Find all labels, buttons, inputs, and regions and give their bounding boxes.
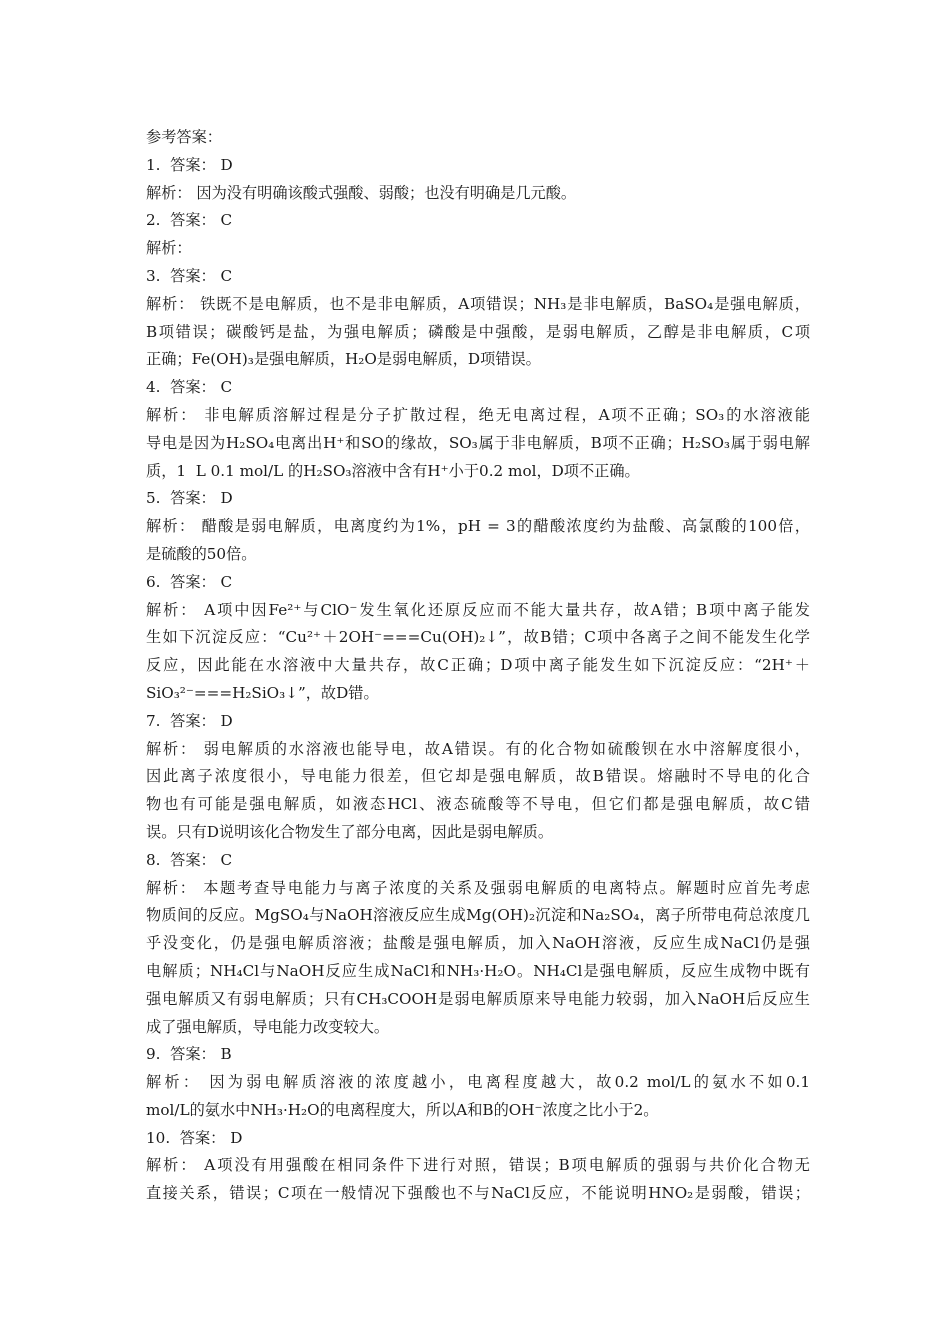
- answer-lines: [146, 152, 810, 1208]
- text-line: B项错误；碳酸钙是盐，为强电解质；磷酸是中强酸，是弱电解质，乙醇是非电解质，C项: [146, 322, 810, 341]
- text-line: 3. 答案： C: [146, 266, 233, 285]
- text-line: 反应，因此能在水溶液中大量共存，故C正确；D项中离子能发生如下沉淀反应：“2H⁺＋: [146, 656, 810, 675]
- text-line: 物也有可能是强电解质，如液态HCl、液态硫酸等不导电，但它们都是强电解质，故C错: [146, 795, 810, 814]
- answer-document: [146, 124, 810, 1208]
- text-line: 误。只有D说明该化合物发生了部分电离，因此是弱电解质。: [146, 822, 554, 841]
- text-line: 解析： 弱电解质的水溶液也能导电，故A错误。有的化合物如硫酸钡在水中溶解度很小，: [146, 739, 810, 758]
- text-line: 解析： 本题考查导电能力与离子浓度的关系及强弱电解质的电离特点。解题时应首先考虑: [146, 878, 810, 897]
- text-line: 9. 答案： B: [146, 1045, 232, 1064]
- text-line: 解析： 醋酸是弱电解质，电离度约为1%，pH = 3的醋酸浓度约为盐酸、高氯酸的100倍，: [146, 517, 810, 536]
- text-line: 解析： A项没有用强酸在相同条件下进行对照，错误；B项电解质的强弱与共价化合物无: [146, 1156, 810, 1175]
- text-line: 解析：: [146, 239, 192, 258]
- text-line: 生如下沉淀反应：“Cu²⁺＋2OH⁻===Cu(OH)₂↓”，故B错；C项中各离子之间不能发生化学: [146, 628, 810, 647]
- text-line: 强电解质又有弱电解质；只有CH₃COOH是弱电解质原来导电能力较弱，加入NaOH后反应生: [146, 989, 810, 1008]
- text-line: 4. 答案： C: [146, 378, 233, 397]
- text-line: 是硫酸的50倍。: [146, 544, 257, 563]
- text-line: 物质间的反应。MgSO₄与NaOH溶液反应生成Mg(OH)₂沉淀和Na₂SO₄，离子所带电荷总浓度几: [146, 906, 810, 925]
- text-line: 2. 答案： C: [146, 211, 233, 230]
- text-line: 解析： 铁既不是电解质，也不是非电解质，A项错误；NH₃是非电解质，BaSO₄是强电解质，: [146, 294, 810, 313]
- text-line: 电解质；NH₄Cl与NaOH反应生成NaCl和NH₃·H₂O。NH₄Cl是强电解质，反应生成物中既有: [146, 961, 810, 980]
- text-line: 7. 答案： D: [146, 711, 233, 730]
- text-line: 质，1 L 0.1 mol/L 的H₂SO₃溶液中含有H⁺小于0.2 mol，D项不正确。: [146, 461, 640, 480]
- text-line: 乎没变化，仍是强电解质溶液；盐酸是强电解质，加入NaOH溶液，反应生成NaCl仍是强: [146, 934, 810, 953]
- text-line: 解析： A项中因Fe²⁺与ClO⁻发生氧化还原反应而不能大量共存，故A错；B项中离子能发: [146, 600, 810, 619]
- text-line: 直接关系，错误；C项在一般情况下强酸也不与NaCl反应，不能说明HNO₂是弱酸，错误；: [146, 1184, 810, 1203]
- text-line: mol/L的氨水中NH₃·H₂O的电离程度大，所以A和B的OH⁻浓度之比小于2。: [146, 1100, 659, 1119]
- text-line: 8. 答案： C: [146, 850, 233, 869]
- text-line: 成了强电解质，导电能力改变较大。: [146, 1017, 389, 1036]
- text-line: 正确；Fe(OH)₃是强电解质，H₂O是弱电解质，D项错误。: [146, 350, 541, 369]
- text-line: 导电是因为H₂SO₄电离出H⁺和SO的缘故，SO₃属于非电解质，B项不正确；H₂SO₃属于弱电解: [146, 433, 810, 452]
- text-line: 5. 答案： D: [146, 489, 233, 508]
- text-line: 解析： 因为弱电解质溶液的浓度越小，电离程度越大，故0.2 mol/L的氨水不如0.1: [146, 1073, 810, 1092]
- text-line: 解析： 因为没有明确该酸式强酸、弱酸；也没有明确是几元酸。: [146, 183, 577, 202]
- document-title: 参考答案：: [146, 128, 222, 146]
- text-line: 1. 答案： D: [146, 155, 233, 174]
- text-line: 6. 答案： C: [146, 572, 233, 591]
- text-line: 10. 答案： D: [146, 1128, 243, 1147]
- text-line: 因此离子浓度很小，导电能力很差，但它却是强电解质，故B错误。熔融时不导电的化合: [146, 767, 810, 786]
- text-line: SiO₃²⁻===H₂SiO₃↓”，故D错。: [146, 683, 379, 702]
- text-line: 解析： 非电解质溶解过程是分子扩散过程，绝无电离过程，A项不正确；SO₃的水溶液能: [146, 405, 810, 424]
